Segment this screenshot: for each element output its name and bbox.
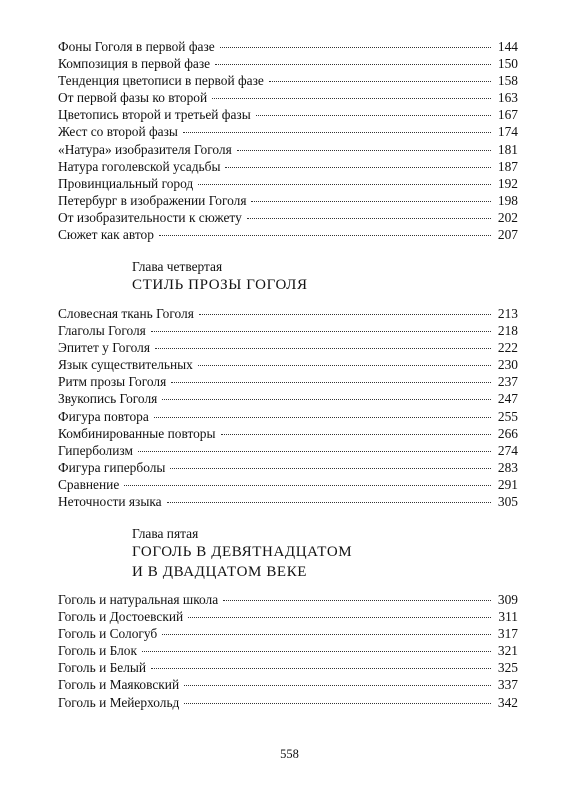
toc-entry-page: 192 — [497, 175, 518, 191]
toc-entry-page: 266 — [497, 425, 518, 441]
toc-entry — [58, 591, 518, 608]
toc-entry-title: Гоголь и Мейерхольд — [58, 694, 180, 710]
toc-entry — [58, 209, 518, 226]
toc-entry-title: Гоголь и Сологуб — [58, 626, 158, 642]
dot-leader — [223, 599, 491, 601]
toc-entry-title: Звукопись Гоголя — [58, 391, 158, 407]
toc-entry — [58, 175, 518, 192]
toc-entry-title: Гоголь и Маяковский — [58, 677, 180, 693]
dot-leader — [221, 433, 491, 435]
toc-entry-page: 230 — [497, 357, 518, 373]
toc-entry — [58, 459, 518, 476]
chapter-heading-5 — [132, 525, 532, 582]
toc-entry — [58, 55, 518, 72]
chapter-title-line-1: ГОГОЛЬ В ДЕВЯТНАДЦАТОМ — [132, 544, 353, 560]
toc-entry — [58, 425, 518, 442]
toc-entry — [58, 141, 518, 158]
dot-leader — [151, 667, 491, 669]
toc-entry-title: Гоголь и Блок — [58, 643, 137, 659]
toc-entry-title: Гоголь и натуральная школа — [58, 592, 219, 607]
toc-entry — [58, 373, 518, 390]
toc-entry-page: 150 — [497, 56, 518, 72]
toc-entry-title: Провинциальный город — [58, 175, 194, 191]
toc-entry — [58, 625, 518, 642]
chapter-label: Глава четвертая — [132, 259, 223, 274]
toc-entry-title: Сравнение — [58, 476, 120, 492]
dot-leader — [220, 46, 491, 48]
toc-entry — [58, 339, 518, 356]
toc-entry — [58, 493, 518, 510]
toc-entry-page: 274 — [497, 442, 518, 458]
dot-leader — [183, 131, 491, 133]
toc-entry-page: 207 — [497, 227, 518, 243]
toc-entry-page: 283 — [497, 459, 518, 475]
chapter-label: Глава пятая — [132, 526, 199, 541]
toc-entry-title: Фигура гиперболы — [58, 459, 166, 475]
toc-entry-title: Жест со второй фазы — [58, 124, 178, 140]
toc-entry-page: 222 — [497, 340, 518, 356]
dot-leader — [171, 381, 491, 383]
toc-entry-title: Цветопись второй и третьей фазы — [58, 107, 251, 123]
toc-entry-page: 337 — [497, 677, 518, 693]
toc-entry-title: Глаголы Гоголя — [58, 323, 146, 339]
toc-entry-title: Гоголь и Белый — [58, 660, 147, 676]
toc-list-chapter-4 — [58, 305, 518, 510]
toc-entry-title: «Натура» изобразителя Гоголя — [58, 141, 232, 157]
dot-leader — [247, 217, 491, 219]
toc-entry-title: Петербург в изображении Гоголя — [58, 192, 247, 208]
dot-leader — [184, 702, 491, 704]
toc-entry-page: 311 — [498, 609, 518, 625]
toc-entry — [58, 305, 518, 322]
toc-entry — [58, 442, 518, 459]
toc-entry — [58, 608, 518, 625]
dot-leader — [155, 347, 491, 349]
toc-entry-title: Гиперболизм — [58, 442, 133, 458]
dot-leader — [170, 467, 491, 469]
toc-entry-page: 309 — [497, 592, 518, 607]
toc-entry — [58, 408, 518, 425]
toc-entry — [58, 659, 518, 676]
page-number: 558 — [280, 747, 299, 761]
toc-entry-page: 342 — [497, 694, 518, 710]
toc-entry-title: Фигура повтора — [58, 408, 149, 424]
toc-entry — [58, 38, 518, 55]
toc-entry — [58, 676, 518, 693]
dot-leader — [138, 450, 491, 452]
toc-entry-title: Гоголь и Достоевский — [58, 609, 184, 625]
toc-entry-page: 187 — [497, 158, 518, 174]
dot-leader — [162, 633, 491, 635]
toc-entry — [58, 642, 518, 659]
toc-entry-page: 202 — [497, 209, 518, 225]
toc-entry-page: 181 — [497, 141, 518, 157]
toc-entry-title: От первой фазы ко второй — [58, 90, 208, 106]
toc-entry — [58, 694, 518, 711]
toc-entry-title: Композиция в первой фазе — [58, 56, 211, 72]
toc-entry-page: 321 — [497, 643, 518, 659]
chapter-title: СТИЛЬ ПРОЗЫ ГОГОЛЯ — [132, 277, 308, 293]
toc-list-chapter-5 — [58, 591, 518, 711]
dot-leader — [237, 149, 491, 151]
dot-leader — [198, 364, 491, 366]
toc-entry-page: 158 — [497, 73, 518, 89]
toc-entry-title: Язык существительных — [58, 357, 193, 373]
dot-leader — [184, 684, 491, 686]
toc-entry-page: 167 — [497, 107, 518, 123]
dot-leader — [124, 484, 491, 486]
dot-leader — [199, 313, 491, 315]
toc-entry-title: От изобразительности к сюжету — [58, 209, 242, 225]
toc-entry — [58, 476, 518, 493]
dot-leader — [188, 616, 491, 618]
toc-entry-title: Комбинированные повторы — [58, 425, 216, 441]
toc-entry-title: Ритм прозы Гоголя — [58, 374, 167, 390]
toc-entry-title: Тенденция цветописи в первой фазе — [58, 73, 264, 89]
toc-entry-page: 325 — [497, 660, 518, 676]
dot-leader — [154, 416, 491, 418]
dot-leader — [167, 501, 491, 503]
toc-entry-title: Натура гоголевской усадьбы — [58, 158, 221, 174]
toc-entry-page: 174 — [497, 124, 518, 140]
toc-entry-page: 144 — [497, 39, 518, 54]
toc-entry-title: Неточности языка — [58, 494, 162, 510]
dot-leader — [151, 330, 491, 332]
toc-entry-page: 163 — [497, 90, 518, 106]
toc-entry-page: 305 — [497, 494, 518, 510]
toc-entry-title: Фоны Гоголя в первой фазе — [58, 39, 215, 54]
toc-entry — [58, 89, 518, 106]
dot-leader — [256, 114, 491, 116]
toc-entry — [58, 158, 518, 175]
chapter-heading-4 — [132, 258, 532, 295]
dot-leader — [212, 97, 491, 99]
toc-entry — [58, 106, 518, 123]
dot-leader — [162, 398, 491, 400]
dot-leader — [225, 166, 491, 168]
toc-entry-title: Эпитет у Гоголя — [58, 340, 150, 356]
toc-entry-page: 198 — [497, 192, 518, 208]
dot-leader — [142, 650, 491, 652]
toc-entry-page: 317 — [497, 626, 518, 642]
toc-entry-page: 255 — [497, 408, 518, 424]
toc-entry-page: 213 — [497, 306, 518, 321]
toc-entry-title: Сюжет как автор — [58, 227, 154, 243]
chapter-title-line-2: И В ДВАДЦАТОМ ВЕКЕ — [132, 564, 308, 580]
toc-entry — [58, 322, 518, 339]
toc-entry — [58, 390, 518, 407]
dot-leader — [198, 183, 491, 185]
toc-entry — [58, 123, 518, 140]
dot-leader — [159, 234, 491, 236]
toc-entry — [58, 72, 518, 89]
toc-entry-title: Словесная ткань Гоголя — [58, 306, 194, 321]
dot-leader — [215, 63, 491, 65]
toc-entry-page: 247 — [497, 391, 518, 407]
toc-entry — [58, 192, 518, 209]
dot-leader — [269, 80, 491, 82]
toc-entry-page: 237 — [497, 374, 518, 390]
toc-entry — [58, 226, 518, 243]
toc-entry — [58, 356, 518, 373]
toc-entry-page: 218 — [497, 323, 518, 339]
toc-list-chapter-3 — [58, 38, 518, 243]
dot-leader — [251, 200, 491, 202]
toc-entry-page: 291 — [497, 476, 518, 492]
